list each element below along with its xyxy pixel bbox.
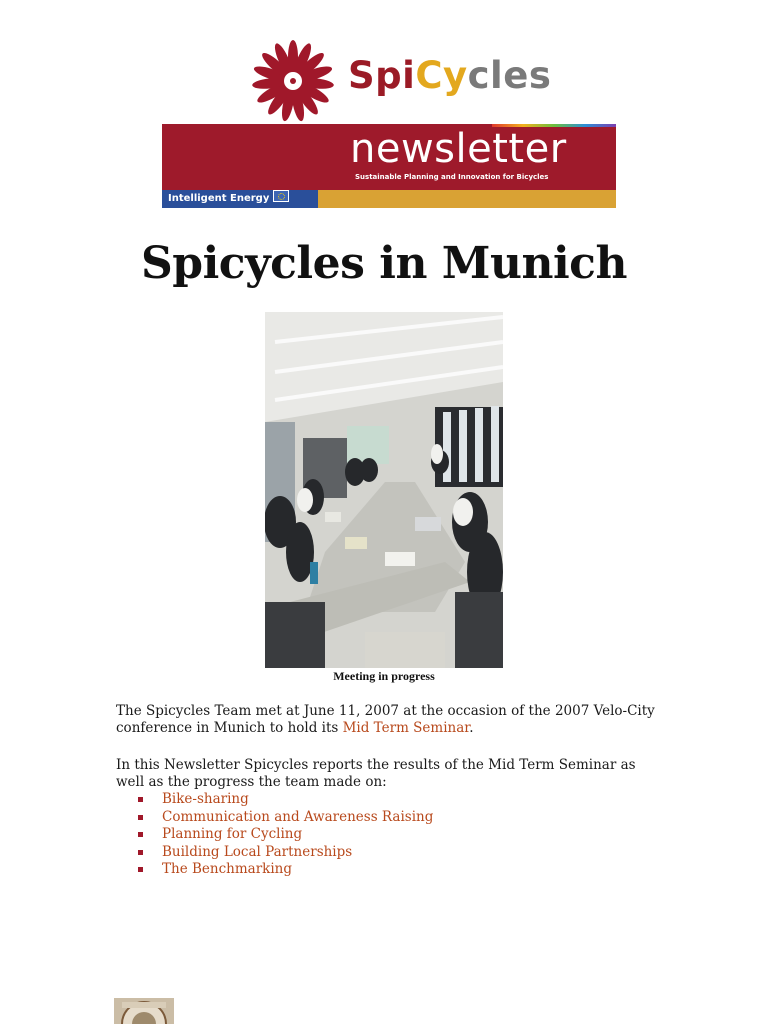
topic-link-benchmarking[interactable]: The Benchmarking [136, 861, 536, 879]
meeting-photo-illustration [265, 312, 503, 668]
topic-link-bike-sharing[interactable]: Bike-sharing [136, 791, 536, 809]
topic-link-partnerships[interactable]: Building Local Partnerships [136, 844, 536, 862]
brand-name-part2: Cy [415, 54, 468, 97]
brand-name-part1: Spi [348, 54, 416, 97]
program-region: Europe [168, 211, 204, 222]
spicycles-logo [250, 36, 570, 116]
photo-caption: Meeting in progress [333, 669, 435, 683]
partner-logo-icon [114, 998, 174, 1024]
intro-paragraph [116, 703, 656, 737]
intro-end: . [469, 720, 474, 736]
topic-link-planning[interactable]: Planning for Cycling [136, 826, 536, 844]
banner-subtitle: Sustainable Planning and Innovation for Bicycles [355, 173, 549, 181]
topic-link-communication[interactable]: Communication and Awareness Raising [136, 809, 536, 827]
meeting-photo [265, 312, 503, 668]
mid-term-seminar-link[interactable]: Mid Term Seminar [342, 720, 470, 736]
intro-text: The Spicycles Team met at June 11, 2007 at the occasion of the 2007 Velo-City conference in Munich to hold its [116, 703, 655, 736]
brand-name-part3: cles [467, 54, 552, 97]
page-title: Spicycles in Munich [141, 238, 627, 289]
brand-name [348, 54, 551, 97]
intelligent-energy-label [162, 190, 318, 222]
topics-list [136, 791, 536, 879]
banner-title: newsletter [350, 126, 567, 172]
program-name: Intelligent Energy [168, 193, 270, 204]
eu-flag-icon [273, 190, 289, 202]
progress-paragraph: In this Newsletter Spicycles reports the results of the Mid Term Seminar as well as the progress the team made on: [116, 757, 636, 790]
flower-bike-logo-icon [250, 38, 336, 124]
newsletter-banner [162, 124, 616, 222]
